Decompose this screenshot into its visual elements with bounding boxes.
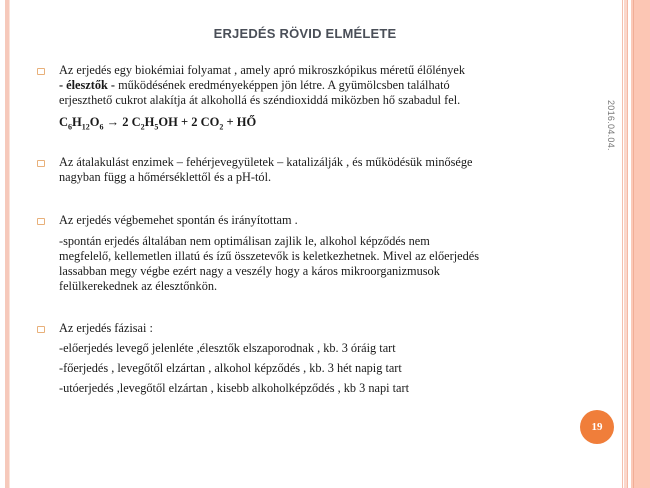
slide-date: 2016.04.04. [606,100,616,151]
bullet-3-sub-1: -spontán erjedés általában nem optimálisan zajlik le, alkohol képződés nem [59,234,430,248]
right-border-line [622,0,623,488]
bullet-4-line-1: Az erjedés fázisai : [59,321,153,335]
bullet-icon [37,326,45,333]
chemical-formula: $C_6H_{12}O_6 \to 2$ $C_2H_5OH + 2$ $CO_2$ + HŐ [59,115,257,132]
page-number-badge: 19 [580,410,614,444]
bullet-3-sub-4: felülkerekednek az élesztőnkön. [59,279,218,293]
bullet-icon [37,160,45,167]
bullet-3-sub-2: megfelelő, kellemetlen illatú és ízű összetevők is keletkezhetnek. Mivel az előerjedés [59,249,479,263]
bold-term-elesztok: - élesztők - [59,78,115,92]
bullet-4-sub-2: -főerjedés , levegőtől elzártan , alkohol képződés , kb. 3 hét napig tart [59,361,402,375]
bullet-1-line-2-rest: működésének eredményeképpen jön létre. A gyümölcsben található [115,78,450,92]
bullet-2-line-1: Az átalakulást enzimek – fehérjevegyületek – katalizálják , és működésük minősége [59,155,473,169]
slide-title: ERJEDÉS RÖVID ELMÉLETE [213,26,397,41]
bullet-1-line-3: erjeszthető cukrot alakítja át alkohollá és széndioxiddá miközben hő szabadul fel. [59,93,461,107]
bullet-2-line-2: nagyban függ a hőmérséklettől és a pH-tól. [59,170,272,184]
bullet-4-sub-3: -utóerjedés ,levegőtől elzártan , kisebb alkoholképződés , kb 3 napi tart [59,381,410,395]
left-border-stripe-inner [9,0,10,488]
bullet-1-line-1: Az erjedés egy biokémiai folyamat , amely apró mikroszkópikus méretű élőlények [59,63,466,77]
bullet-1-line-2 [59,78,450,92]
bullet-3-sub-3: lassabban megy végbe ezért nagy a veszély hogy a káros mikroorganizmusok [59,264,440,278]
bullet-icon [37,68,45,75]
right-border-gap [628,0,631,488]
bullet-icon [37,218,45,225]
bullet-4-sub-1: -előerjedés levegő jelenléte ,élesztők elszaporodnak , kb. 3 óráig tart [59,341,396,355]
bullet-3-line-1: Az erjedés végbemehet spontán és irányítottam . [59,213,298,227]
